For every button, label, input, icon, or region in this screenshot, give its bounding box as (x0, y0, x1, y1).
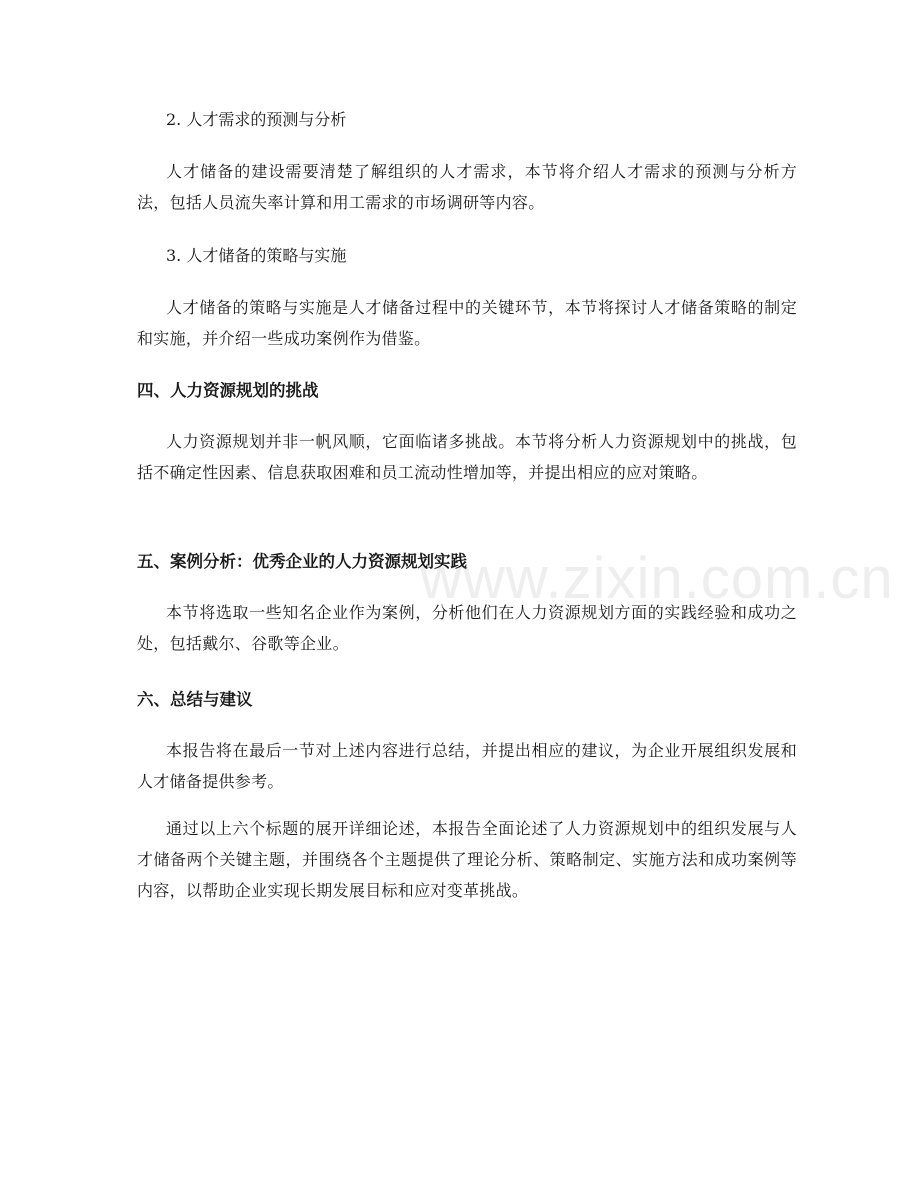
section-4-body: 人力资源规划并非一帆风顺，它面临诸多挑战。本节将分析人力资源规划中的挑战，包括不确定性因素、信息获取困难和员工流动性增加等，并提出相应的应对策略。 (137, 432, 797, 482)
section-4-heading: 四、人力资源规划的挑战 (137, 381, 319, 400)
section-5-body: 本节将选取一些知名企业作为案例，分析他们在人力资源规划方面的实践经验和成功之处，包括戴尔、谷歌等企业。 (137, 603, 797, 653)
subsection-3-body: 人才储备的策略与实施是人才储备过程中的关键环节，本节将探讨人才储备策略的制定和实施，并介绍一些成功案例作为借鉴。 (137, 298, 797, 348)
section-6-body: 本报告将在最后一节对上述内容进行总结，并提出相应的建议，为企业开展组织发展和人才储备提供参考。 (137, 741, 797, 791)
watermark: www.zixin.com.cn (420, 546, 894, 611)
conclusion-body: 通过以上六个标题的展开详细论述，本报告全面论述了人力资源规划中的组织发展与人才储备两个关键主题，并围绕各个主题提供了理论分析、策略制定、实施方法和成功案例等内容，以帮助企业实现长期发展目标和应对变革挑战。 (137, 819, 797, 900)
subsection-3-title: 3. 人才储备的策略与实施 (166, 246, 347, 265)
subsection-2-body: 人才储备的建设需要清楚了解组织的人才需求，本节将介绍人才需求的预测与分析方法，包括人员流失率计算和用工需求的市场调研等内容。 (137, 162, 797, 212)
section-5-heading: 五、案例分析：优秀企业的人力资源规划实践 (137, 552, 467, 571)
section-6-heading: 六、总结与建议 (137, 690, 253, 709)
subsection-2-title: 2. 人才需求的预测与分析 (166, 110, 347, 129)
